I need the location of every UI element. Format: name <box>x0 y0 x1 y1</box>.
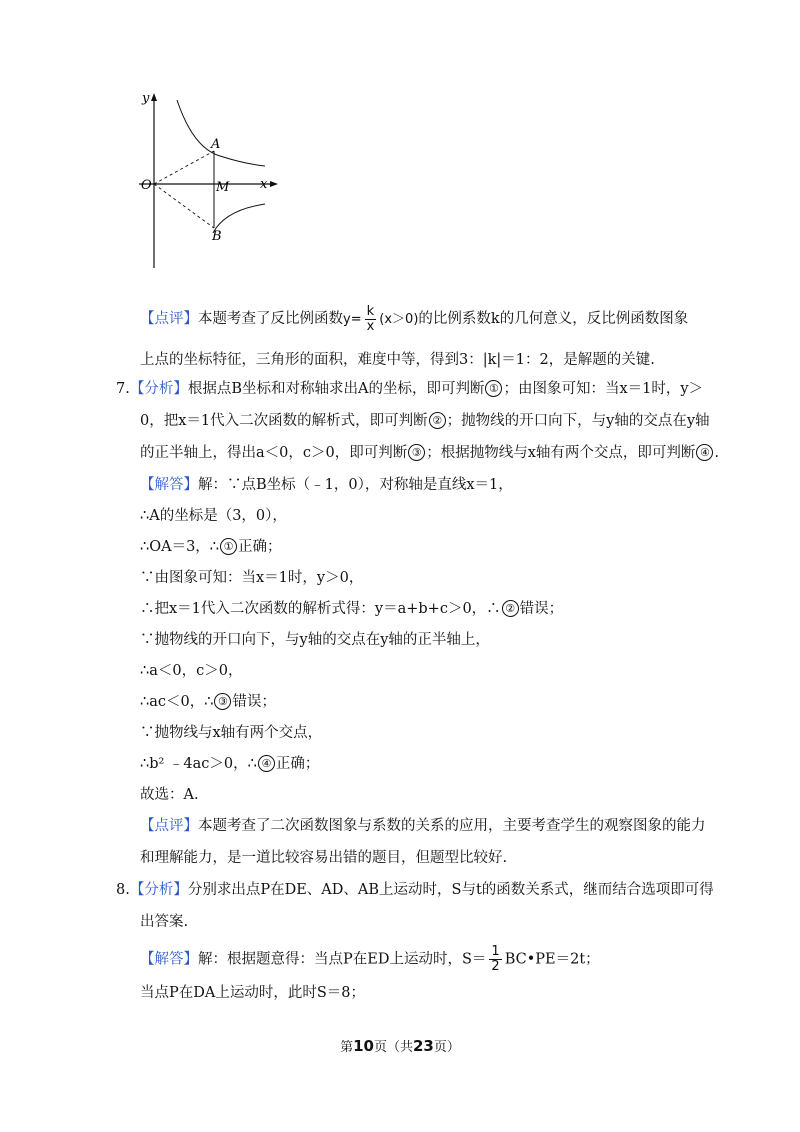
q7-step-6: ∵抛物线的开口向下，与y轴的交点在y轴的正半轴上， <box>140 632 490 648</box>
q7-step-2: ∴A的坐标是（3，0）， <box>140 508 287 524</box>
q7-step-4: ∵由图象可知：当x＝1时，y＞0， <box>140 570 364 586</box>
graph-point-a: A <box>211 137 221 152</box>
q7-step-5: ∴把x＝1代入二次函数的解析式得：y＝a+b+c＞0，∴ ② 错误； <box>140 601 564 617</box>
q6-comment-line-1 <box>140 305 688 334</box>
q7-answer-line-1: 【解答】解：∵点B坐标（﹣1，0），对称轴是直线x＝1， <box>140 477 513 493</box>
comment-text-2: 的比例系数k的几何意义，反比例函数图象 <box>418 311 689 327</box>
graph-origin-label: O <box>141 178 152 193</box>
graph-point-m: M <box>216 180 230 195</box>
comment-tag: 【点评】 <box>140 311 198 327</box>
hyperbola-graph <box>135 88 285 273</box>
answer-tag: 【解答】 <box>140 477 198 493</box>
q8-analysis-line-2: 出答案. <box>140 914 189 930</box>
q8-step-2: 当点P在DA上运动时，此时S＝8； <box>140 985 366 1001</box>
q7-analysis-line-3: 的正半轴上，得出a＜0，c＞0，即可判断 ③ ；根据抛物线与x轴有两个交点，即可判断 ④ . <box>140 445 720 461</box>
q7-step-8: ∴ac＜0，∴ ③ 错误； <box>140 694 276 710</box>
q7-step-9: ∵抛物线与x轴有两个交点， <box>140 725 323 741</box>
answer-tag: 【解答】 <box>140 951 198 968</box>
q8-analysis-line-1: 8.【分析】分别求出点P在DE、AD、AB上运动时，S与t的函数关系式，继而结合选项即可得 <box>116 882 714 898</box>
graph-point-b: B <box>212 229 222 244</box>
q6-comment-line-2: 上点的坐标特征，三角形的面积，难度中等，得到3：|k|＝1：2，是解题的关键. <box>140 352 655 368</box>
analysis-tag: 【分析】 <box>129 381 188 397</box>
q7-step-10: ∴b² ﹣4ac＞0，∴ ④ 正确； <box>140 756 320 772</box>
fraction-one-half: $\frac{1}{2}$ <box>491 944 500 974</box>
graph-x-label: x <box>260 177 268 192</box>
q7-step-3: ∴OA＝3，∴ ① 正确； <box>140 539 282 555</box>
q7-comment-line-2: 和理解能力，是一道比较容易出错的题目，但题型比较好. <box>140 850 508 866</box>
q7-analysis-line-1: 7.【分析】根据点B坐标和对称轴求出A的坐标，即可判断 ① ；由图象可知：当x＝1时，y＞ <box>116 381 704 397</box>
page-footer: 第10页（共23页） <box>340 1037 460 1055</box>
q7-step-7: ∴a＜0，c＞0， <box>140 663 243 679</box>
question-number: 7. <box>116 381 130 397</box>
q7-comment-line-1: 【点评】本题考查了二次函数图象与系数的关系的应用，主要考查学生的观察图象的能力 <box>140 818 706 834</box>
q7-step-11: 故选：A. <box>140 787 199 803</box>
q8-answer-line-1: 【解答】解：根据题意得：当点P在ED上运动时，S＝ $\frac{1}{2}$ BC•PE＝2t； <box>140 944 600 974</box>
graph-y-label: y <box>142 91 150 106</box>
comment-text: 本题考查了反比例函数 <box>198 311 343 327</box>
q7-analysis-line-2: 0，把x＝1代入二次函数的解析式，即可判断 ② ；抛物线的开口向下，与y轴的交点在y轴 <box>140 413 710 429</box>
formula: y= $\frac{k}{x}$ (x＞0) <box>343 304 419 334</box>
analysis-tag: 【分析】 <box>129 882 188 898</box>
question-number: 8. <box>116 882 130 898</box>
comment-tag: 【点评】 <box>140 818 198 834</box>
